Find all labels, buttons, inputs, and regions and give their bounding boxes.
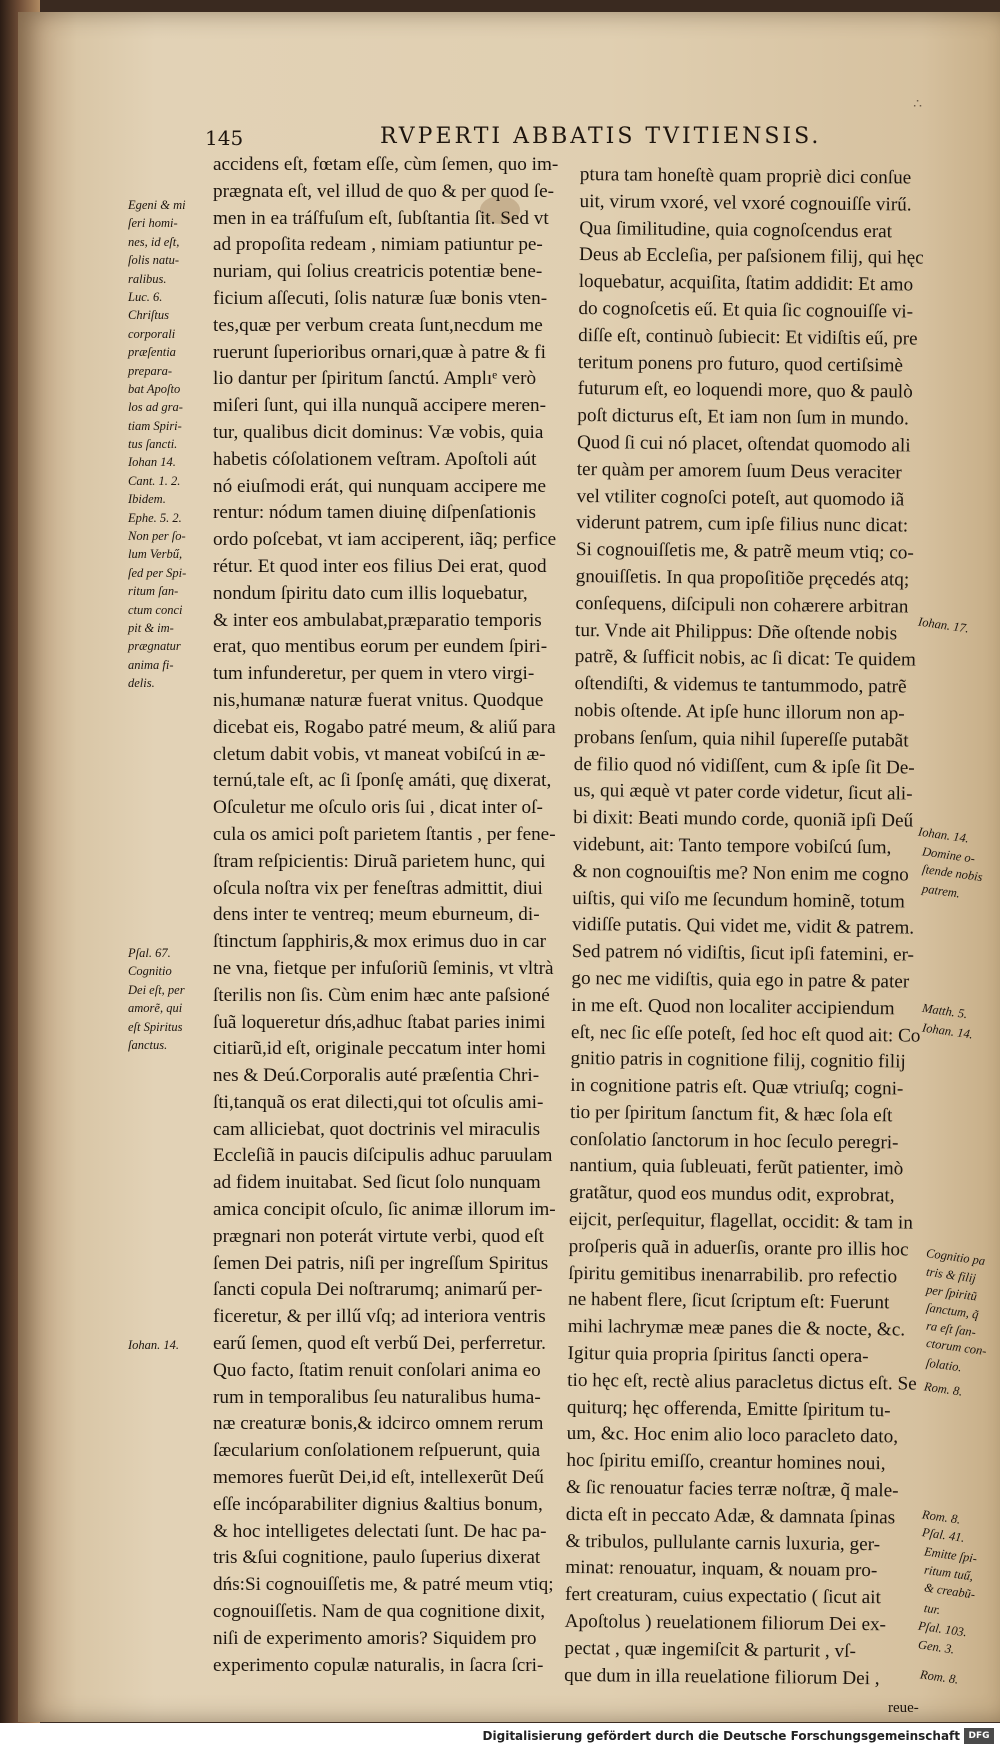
text-line: tum infunderetur, per quem in vtero virgi- xyxy=(213,663,535,685)
text-line: ſti,tanquã os erat dilecti,qui tot oſculis ami- xyxy=(213,1091,544,1113)
margin-note-line: nes, id eſt, xyxy=(128,234,180,249)
text-line: videbunt, ait: Tanto tempore vobiſcú ſum, xyxy=(572,833,892,859)
text-line: nes & Deú.Corporalis auté præſentia Chri- xyxy=(213,1065,540,1087)
text-line: Igitur quia propria ſpiritus ſancti opera- xyxy=(567,1342,869,1368)
text-line: rum in temporalibus ſeu naturalibus huma- xyxy=(213,1386,541,1408)
text-line: Qua ſimilitudine, quia cognoſcendus erat xyxy=(579,217,893,242)
margin-note-cognitio-4: ſanctum, q̃ xyxy=(925,1300,980,1322)
text-line: us, qui æquè vt pater corde videtur, ſicut ali- xyxy=(573,780,913,805)
text-line: dńs:Si cognouiſſetis me, & patré meum vtiq; xyxy=(213,1574,554,1596)
margin-note-line: Iohan 14. xyxy=(128,455,176,470)
text-line: rentur: nódum tamen diuinę diſpenſationis xyxy=(213,502,536,524)
text-line: & hoc intelligetes delectati ſunt. De hac pa- xyxy=(213,1520,547,1542)
text-line: Si cognouiſſetis me, & patrẽ meum vtiq; co- xyxy=(575,539,914,564)
text-line: dens inter te ventreq; meum eburneum, di- xyxy=(213,904,540,926)
margin-note-rom-8c: Rom. 8. xyxy=(919,1667,960,1687)
text-line: prægnari non poterát virtute verbi, quod eſt xyxy=(213,1225,544,1247)
text-line: dicta eſt in peccato Adæ, & damnata ſpinas xyxy=(565,1503,896,1529)
text-line: ficeretur, & per illű vſq; ad interiora ventris xyxy=(213,1306,546,1328)
margin-note-line: ralibus. xyxy=(128,271,167,286)
dfg-logo: DFG xyxy=(964,1728,994,1744)
text-line: eſt, nec ſic eſſe poteſt, ſed hoc eſt quod ait: Co xyxy=(570,1021,921,1047)
margin-note-line: Egeni & mi xyxy=(128,198,186,212)
text-line: do cognoſcetis eű. Et quia ſic cognouiſſe vi- xyxy=(578,297,914,323)
margin-note-line: Iohan. 14. xyxy=(128,1338,180,1352)
margin-note-cognitio-3: per ſpiritũ xyxy=(925,1282,978,1304)
right-text-column xyxy=(564,162,952,1693)
text-line: ne vna, fietque per infuſoriũ ſeminis, vt vltrà xyxy=(213,957,554,979)
text-line: miſeri ſunt, qui illa nunquã accipere meren- xyxy=(213,395,546,417)
text-line: ptura tam honeſtè quam propriè dici conſue xyxy=(579,163,912,189)
margin-note-cognitio-6: ctorum con- xyxy=(925,1335,988,1359)
text-line: ficium aſſecuti, ſolis naturæ ſuæ bonis vten- xyxy=(213,287,548,309)
text-line: Quod ſi cui nó placet, oſtendat quomodo ali xyxy=(576,431,911,457)
margin-note-emitte-2: ritum tuű, xyxy=(923,1562,975,1584)
text-line: futurum eſt, eo loquendi more, quo & paulò xyxy=(577,378,913,403)
text-line: men in ea tráſfuſum eſt, ſubſtantia ſit. Sed vt xyxy=(213,207,549,229)
text-line: prægnata eſt, vel illud de quo & per quod ſe- xyxy=(213,180,555,202)
text-line: ne habent flere, ſicut ſcriptum eſt: Fuerunt xyxy=(567,1289,890,1314)
text-line: citiarũ,id eſt, originale peccatum inter homi xyxy=(213,1038,546,1060)
margin-note-domine: Domine o- xyxy=(921,844,976,866)
left-text-column xyxy=(213,152,565,1679)
margin-note-line: anima fi- xyxy=(128,657,174,672)
margin-note-line: Pſal. 67. xyxy=(128,946,171,960)
text-line: poſt dicturus eſt, Et iam non ſum in mundo. xyxy=(577,405,909,430)
text-line: accidens eſt, fœtam eſſe, cùm ſemen, quo im- xyxy=(213,154,559,175)
left-margin-notes-middle xyxy=(128,944,185,1054)
margin-note-iohan-14: Iohan. 14. xyxy=(917,824,970,846)
margin-note-psal-41: Pſal. 41. xyxy=(921,1525,966,1545)
margin-note-emitte-3: & creabũ- xyxy=(923,1580,977,1602)
text-line: & non cognouiſtis me? Non enim me cogno xyxy=(572,860,909,886)
text-line: tris &ſui cognitione, paulo ſuperius dixerat xyxy=(213,1547,541,1569)
margin-note-rom-8a: Rom. 8. xyxy=(923,1379,964,1399)
text-line: que dum in illa reuelatione filiorum Dei , xyxy=(564,1664,880,1689)
margin-note-cognitio-1: Cognitio pa xyxy=(925,1245,987,1269)
text-line: ruerunt ſuperioribus ornari,quæ à patre & fi xyxy=(213,341,547,363)
text-line: cula os amici poſt parietem ſtantis , per fene- xyxy=(213,823,556,845)
text-line: eſſe incóparabiliter dignius &altius bonum, xyxy=(213,1493,543,1515)
margin-note-line: tus ſancti. xyxy=(128,437,178,452)
left-margin-notes-bottom xyxy=(128,1336,179,1354)
text-line: cletum dabit vobis, vt maneat vobiſcú in æ- xyxy=(213,743,546,765)
text-line: ſemen Dei patris, niſi per ingreſſum Spiritus xyxy=(213,1252,549,1274)
margin-note-line: Dei eſt, per xyxy=(128,982,185,997)
text-line: minat: renouatur, inquam, & nouam pro- xyxy=(565,1557,878,1582)
text-line: ſuã loqueretur dńs,adhuc ſtabat paries inimi xyxy=(213,1011,546,1033)
margin-note-iohan-14b: Iohan. 14. xyxy=(921,1020,974,1042)
text-line: ſpiritu gemitibus inenarrabilib. pro refectio xyxy=(568,1262,898,1288)
text-line: ſæcularium conſolationem reſpuerunt, quia xyxy=(213,1440,541,1462)
text-line: uiſtis, qui viſo me ſecundum hominẽ, totum xyxy=(572,887,905,912)
text-line: næ creaturæ bonis,& idcirco omnem rerum xyxy=(213,1413,544,1435)
text-line: nondum ſpiritu dato cum illis loquebatur, xyxy=(213,582,528,604)
margin-note-line: ſed per Spi- xyxy=(128,565,187,580)
text-line: probans ſenſum, quia nihil ſupereſſe putabãt xyxy=(573,726,909,752)
text-line: nis,humanæ naturæ fuerat vnitus. Quodque xyxy=(213,689,544,711)
margin-note-line: Luc. 6. xyxy=(128,289,163,304)
text-line: & tribulos, pullulante carnis luxuria, ger- xyxy=(565,1530,881,1555)
margin-note-line: ſolis natu- xyxy=(128,253,180,268)
margin-note-line: prepara- xyxy=(128,363,172,378)
text-line: conſolatio ſanctorum in hoc ſeculo peregri- xyxy=(569,1128,899,1154)
text-line: viderunt patrem, cum ipſe filius nunc dicat: xyxy=(576,512,909,537)
text-line: earű ſemen, quod eſt verbű Dei, perferretur. xyxy=(213,1333,546,1355)
text-line: tes,quæ per verbum creata ſunt,necdum me xyxy=(213,314,543,336)
text-line: ternú,tale eſt, ac ſi ſponſę amáti, quę dixerat, xyxy=(213,770,552,792)
text-line: gnouiſſetis. In qua propoſitiõe pręcedés atq; xyxy=(575,565,910,591)
text-line: memores fuerũt Dei,id eſt, intellexerũt Deű xyxy=(213,1467,544,1489)
text-line: vel vtiliter cognoſci poteſt, aut quomodo iã xyxy=(576,485,905,510)
text-line: Deus ab Eccleſia, per paſsionem filij, qui hęc xyxy=(578,244,924,269)
margin-note-line: bat Apoſto xyxy=(128,381,181,396)
text-line: rétur. Et quod inter eos filius Dei erat, quod xyxy=(213,555,547,577)
text-line: gratãtur, quod eos mundus odit, exprobrat, xyxy=(569,1182,895,1207)
text-line: oſtendiſti, & videmus te tantummodo, patrẽ xyxy=(574,673,907,698)
footer-bar xyxy=(0,1723,1000,1747)
margin-note-line: tiam Spiri- xyxy=(128,418,182,433)
margin-note-cognitio-7: ſolatio. xyxy=(925,1355,963,1375)
text-line: conſequens, diſcipuli non cohærere arbitran xyxy=(575,592,909,618)
text-line: tio hęc eſt, rectè alius paracletus dictus eſt. Se xyxy=(567,1369,917,1395)
text-line: quiturq; hęc offerenda, Emitte ſpiritum tu- xyxy=(566,1396,891,1421)
text-line: pectat , quæ ingemiſcit & parturit , vſ- xyxy=(564,1637,857,1662)
text-line: eijcit, perſequitur, flagellat, occidit: & tam in xyxy=(568,1209,913,1234)
text-line: erat, quo mentibus eorum per eundem ſpiri- xyxy=(213,636,548,658)
digitization-credit: Digitalisierung gefördert durch die Deutsche Forschungsgemeinschaft xyxy=(482,1729,960,1743)
catchword: reue- xyxy=(888,1700,919,1716)
text-line: dicebat eis, Rogabo patré meum, & aliű para xyxy=(213,716,556,738)
text-line: teritum ponens pro futuro, quod certiſsimè xyxy=(577,351,904,376)
margin-note-line: ctum conci xyxy=(128,602,183,617)
margin-note-line: delis. xyxy=(128,676,155,691)
margin-note-line: Chriſtus xyxy=(128,308,169,323)
page-number: 145 xyxy=(205,126,244,150)
margin-note-cognitio-2: tris & filij xyxy=(925,1264,977,1286)
text-line: niſi de experimento amoris? Siquidem pro xyxy=(213,1627,537,1649)
margin-note-emitte-1: Emitte ſpi- xyxy=(923,1544,978,1566)
text-line: de filio quod nó vidiſſent, cum & ipſe ſit De- xyxy=(573,753,915,779)
text-line: um, &c. Hoc enim alio loco paracleto dato, xyxy=(566,1423,899,1448)
margin-note-line: ſeri homi- xyxy=(128,216,178,231)
text-line: ſterilis non ſis. Cùm enim hæc ante paſsioné xyxy=(213,984,550,1006)
margin-note-line: ſanctus. xyxy=(128,1037,168,1052)
text-line: ſtinctum ſapphiris,& mox erimus duo in car xyxy=(213,931,547,953)
text-line: nó eiuſmodi erát, qui nunquam accipere me xyxy=(213,475,546,497)
margin-note-line: præſentia xyxy=(128,345,176,360)
text-line: fert creaturam, cuius expectatio ( ſicut ait xyxy=(564,1584,882,1609)
text-line: Quo facto, ſtatim renuit conſolari anima eo xyxy=(213,1359,541,1381)
margin-note-patrem: patrem. xyxy=(921,881,961,901)
text-line: patrẽ, & ſufficit nobis, ac ſi dicat: Te quidem xyxy=(574,646,917,671)
text-line: mihi lachrymæ meæ panes die & nocte, &c. xyxy=(567,1316,906,1341)
margin-note-iohan-17: Iohan. 17. xyxy=(917,614,970,636)
margin-note-line: pit & im- xyxy=(128,620,174,635)
text-line: experimento copulæ naturalis, in ſacra ſcri- xyxy=(213,1654,544,1676)
text-line: cam alliciebat, quot doctrinis vel miraculis xyxy=(213,1118,541,1140)
margin-note-line: Ibidem. xyxy=(128,492,166,507)
text-line: uit, virum vxoré, vel vxoré cognouiſſe virű. xyxy=(579,190,912,216)
text-line: in me eſt. Quod non localiter accipiendum xyxy=(571,994,895,1020)
margin-note-line: ritum ſan- xyxy=(128,584,179,599)
margin-note-line: Ephe. 5. 2. xyxy=(128,510,182,525)
text-line: nantium, quia ſubleuati, ferũt patienter, imò xyxy=(569,1155,904,1180)
margin-note-line: prægnatur xyxy=(128,639,181,654)
text-line: & inter eos ambulabat,præparatio temporis xyxy=(213,609,542,631)
margin-note-line: amorẽ, qui xyxy=(128,1001,183,1016)
margin-note-emitte-4: tur. xyxy=(923,1600,942,1618)
corner-mark: ∴ xyxy=(913,96,922,112)
margin-note-line: los ad gra- xyxy=(128,400,183,415)
text-line: Apoſtolus ) reuelationem filiorum Dei ex- xyxy=(564,1610,887,1636)
margin-note-cognitio-5: ra eſt ſan- xyxy=(925,1318,977,1340)
text-line: gnitio patris in cognitione filij, cognitio filij xyxy=(570,1048,906,1073)
margin-note-rom-8b: Rom. 8. xyxy=(921,1507,962,1527)
margin-note-line: Non per ſo- xyxy=(128,529,186,544)
text-line: & ſic renouatur facies terræ noſtræ, q̃ male- xyxy=(566,1476,899,1502)
text-line: ter quàm per amorem ſuum Deus veraciter xyxy=(576,458,902,484)
text-line: ordo poſcebat, vt iam acciperent, iãq; perfice xyxy=(213,529,557,551)
margin-note-line: Cognitio xyxy=(128,964,172,979)
left-margin-notes-top xyxy=(128,196,186,693)
margin-note-line: lum Verbű, xyxy=(128,547,183,562)
running-title: RVPERTI ABBATIS TVITIENSIS. xyxy=(380,124,822,149)
text-line: hoc ſpiritu emiſſo, creantur homines noui, xyxy=(566,1450,886,1475)
text-line: lio dantur per ſpiritum ſanctú. Amplıᵉ verò xyxy=(213,368,537,390)
text-line: ad propoſita redeam , nimiam patiuntur pe- xyxy=(213,234,543,256)
margin-note-line: corporali xyxy=(128,326,176,341)
text-line: cognouiſſetis. Nam de qua cognitione dixit, xyxy=(213,1601,545,1623)
text-line: tio per ſpiritum ſanctum fit, & hæc ſola eſt xyxy=(569,1101,893,1127)
text-line: Oſculetur me oſculo oris ſui , dicat inter oſ- xyxy=(213,797,543,819)
text-line: Eccleſiã in paucis diſcipulis adhuc paruulam xyxy=(213,1145,553,1167)
text-line: in cognitione patris eſt. Quæ vtriuſq; cogni- xyxy=(570,1075,904,1100)
text-line: Sed patrem nó vidiſtis, ſicut ipſi fatemini, er- xyxy=(571,941,915,966)
text-line: nuriam, qui ſolius creatricis potentiæ bene- xyxy=(213,261,543,283)
margin-note-psal-103: Pſal. 103. xyxy=(917,1618,968,1640)
text-line: tur, qualibus dicit dominus: Væ vobis, quia xyxy=(213,421,544,443)
text-line: amica concipit oſculo, ſic animæ illorum im- xyxy=(213,1199,556,1221)
text-line: ſancti copula Dei noſtrarumq; animarű per- xyxy=(213,1279,543,1301)
text-line: nobis oſtende. At ipſe hunc illorum non ap- xyxy=(574,699,905,725)
text-line: bi dixit: Beati mundo corde, quoniã ipſi Deű xyxy=(573,807,914,832)
text-line: habetis cóſolationem veſtram. Apoſtoli aút xyxy=(213,448,537,470)
margin-note-line: Cant. 1. 2. xyxy=(128,473,181,488)
text-line: diſſe eſt, continuò ſubiecit: Et vidiſtis eű, pre xyxy=(578,324,918,350)
margin-note-line: eſt Spiritus xyxy=(128,1019,183,1034)
text-line: tur. Vnde ait Philippus: Dñe oſtende nobis xyxy=(574,619,898,644)
margin-note-matth-5: Matth. 5. xyxy=(921,1000,969,1022)
text-line: loquebatur, acquiſita, ſtatim addidit: Et amo xyxy=(578,271,914,296)
text-line: go nec me vidiſtis, quia ego in patre & pater xyxy=(571,967,910,993)
text-line: ad fidem inuitabat. Sed ſicut ſolo nunquam xyxy=(213,1172,541,1194)
margin-note-gen-3: Gen. 3. xyxy=(917,1637,956,1657)
text-line: oſcula noſtra vix per feneſtras admittit, diui xyxy=(213,877,543,899)
text-line: proſperis quã in aduerſis, orante pro illis hoc xyxy=(568,1235,909,1261)
text-line: ſtram reſpicientis: Diruã parietem hunc, qui xyxy=(213,850,546,872)
margin-note-ostende: ſtende nobis xyxy=(921,861,984,885)
text-line: vidiſſe putatis. Qui videt me, vidit & patrem. xyxy=(571,914,915,939)
